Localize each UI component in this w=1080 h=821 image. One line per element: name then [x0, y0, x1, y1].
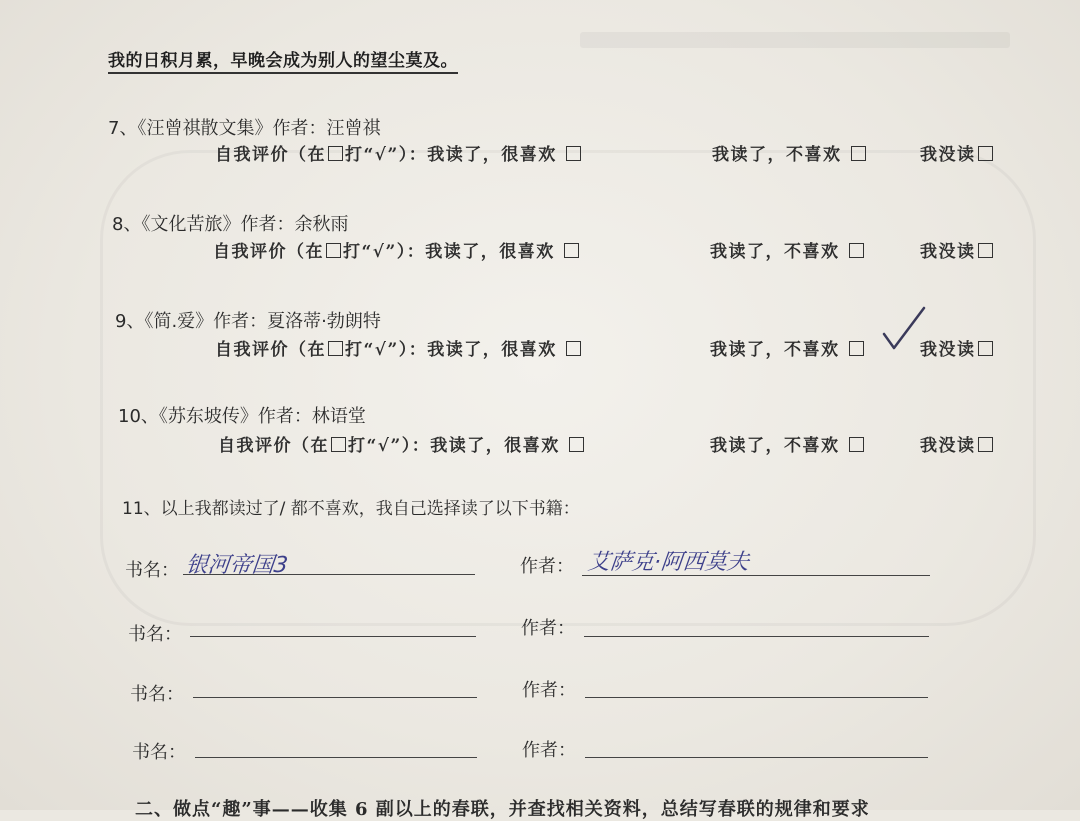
- book-name-line[interactable]: [193, 697, 477, 698]
- eval-middle: 打“√”）：我读了，很喜欢: [348, 436, 560, 456]
- book-item-10-dislike: [710, 431, 866, 456]
- eval-prefix: 自我评价（在: [218, 436, 329, 456]
- book-item-9-title: 9、《简.爱》作者：夏洛蒂·勃朗特: [115, 311, 381, 332]
- legend-box: [328, 341, 343, 356]
- book-name-label: 书名：: [125, 560, 179, 581]
- book-item-8-unread: [920, 237, 995, 262]
- question-11: 11、以上我都读过了/ 都不喜欢，我自己选择读了以下书籍：: [122, 499, 580, 519]
- book-name-label: 书名：: [130, 684, 184, 705]
- legend-box: [326, 243, 341, 258]
- dislike-label: 我读了，不喜欢: [712, 145, 842, 165]
- book-item-7-dislike: [712, 140, 868, 165]
- unread-label: 我没读: [920, 436, 976, 456]
- author-handwritten: 艾萨克·阿西莫夫: [586, 550, 751, 575]
- book-item-9-unread: [920, 335, 995, 360]
- handwritten-check-icon: [880, 302, 930, 362]
- dislike-checkbox[interactable]: [851, 146, 866, 161]
- book-item-9-eval: [215, 335, 583, 360]
- unread-checkbox[interactable]: [978, 146, 993, 161]
- author-label: 作者：: [522, 740, 576, 761]
- author-label: 作者：: [522, 680, 576, 701]
- book-item-8-eval: [213, 237, 581, 262]
- unread-checkbox[interactable]: [978, 437, 993, 452]
- book-name-label: 书名：: [128, 624, 182, 645]
- dislike-label: 我读了，不喜欢: [710, 340, 840, 360]
- author-label: 作者：: [520, 556, 574, 577]
- book-name-label: 书名：: [132, 742, 186, 763]
- eval-prefix: 自我评价（在: [215, 340, 326, 360]
- unread-label: 我没读: [920, 145, 976, 165]
- like-checkbox[interactable]: [566, 341, 581, 356]
- book-item-8-dislike: [710, 237, 866, 262]
- author-line[interactable]: [584, 636, 929, 637]
- unread-checkbox[interactable]: [978, 243, 993, 258]
- book-item-7-unread: [920, 140, 995, 165]
- like-checkbox[interactable]: [566, 146, 581, 161]
- eval-middle: 打“√”）：我读了，很喜欢: [343, 242, 555, 262]
- book-item-7-eval: [215, 140, 583, 165]
- book-name-line[interactable]: [190, 636, 476, 637]
- book-item-8-title: 8、《文化苦旅》作者：余秋雨: [112, 214, 349, 235]
- eval-prefix: 自我评价（在: [213, 242, 324, 262]
- like-checkbox[interactable]: [564, 243, 579, 258]
- eval-middle: 打“√”）：我读了，很喜欢: [345, 340, 557, 360]
- author-line[interactable]: [585, 697, 928, 698]
- unread-label: 我没读: [920, 242, 976, 262]
- book-name-line[interactable]: [195, 757, 477, 758]
- dislike-checkbox[interactable]: [849, 243, 864, 258]
- dislike-label: 我读了，不喜欢: [710, 242, 840, 262]
- bleed-through-text: [580, 32, 1010, 48]
- dislike-label: 我读了，不喜欢: [710, 436, 840, 456]
- next-section-heading: 二、做点“趣”事——收集 6 副以上的春联，并查找相关资料，总结写春联的规律和要求: [135, 799, 870, 820]
- book-name-handwritten: 银河帝国3: [184, 553, 290, 578]
- header-motto: 我的日积月累，早晚会成为别人的望尘莫及。: [108, 46, 458, 74]
- dislike-checkbox[interactable]: [849, 437, 864, 452]
- legend-box: [328, 146, 343, 161]
- book-item-7-title: 7、《汪曾祺散文集》作者：汪曾祺: [108, 118, 381, 139]
- book-item-10-title: 10、《苏东坡传》作者：林语堂: [118, 406, 366, 427]
- eval-prefix: 自我评价（在: [215, 145, 326, 165]
- legend-box: [331, 437, 346, 452]
- like-checkbox[interactable]: [569, 437, 584, 452]
- book-item-9-dislike: [710, 335, 866, 360]
- author-label: 作者：: [521, 618, 575, 639]
- book-item-10-eval: [218, 431, 586, 456]
- author-line[interactable]: [585, 757, 928, 758]
- eval-middle: 打“√”）：我读了，很喜欢: [345, 145, 557, 165]
- book-item-10-unread: [920, 431, 995, 456]
- unread-label: 我没读: [920, 340, 976, 360]
- dislike-checkbox-checked[interactable]: [849, 341, 864, 356]
- unread-checkbox[interactable]: [978, 341, 993, 356]
